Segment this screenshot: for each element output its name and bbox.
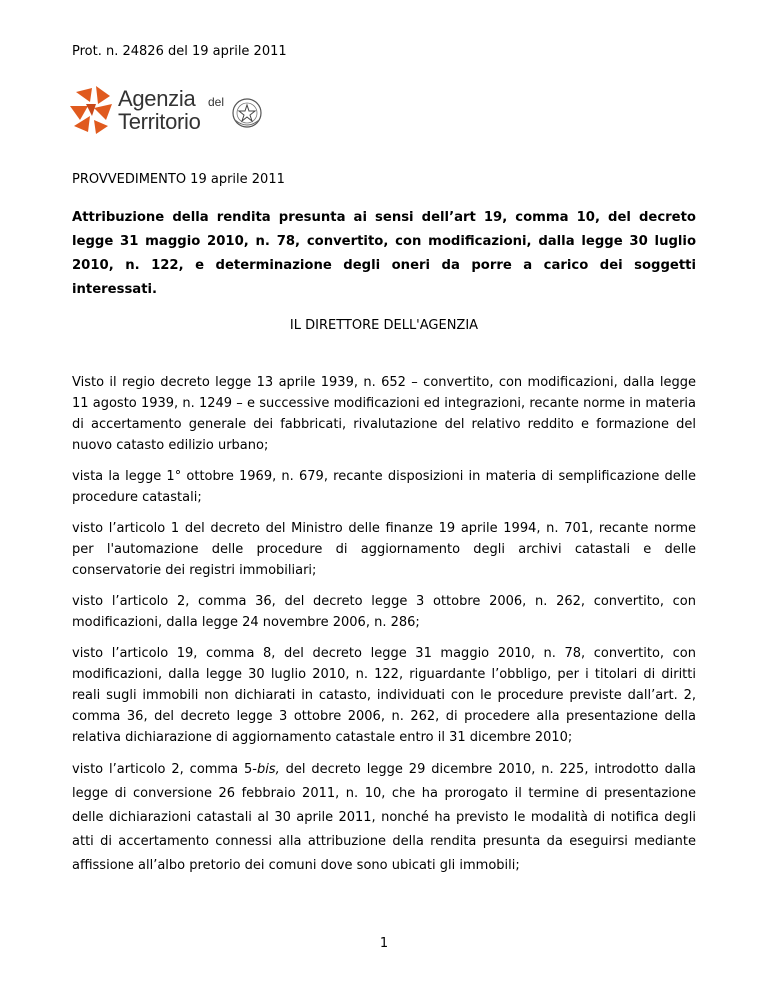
- document-title: Attribuzione della rendita presunta ai sensi dell’art 19, comma 10, del decreto legge 31 maggio 2010, n. 78, convertito, con modificazioni, dalla legge 30 luglio 2010, n. 122, e determinazione degli oneri da porre a carico dei soggetti interessati.: [72, 210, 696, 297]
- provvedimento-heading: PROVVEDIMENTO 19 aprile 2011: [72, 172, 285, 187]
- logo-text-agenzia: Agenzia: [118, 86, 196, 111]
- paragraph-1: Visto il regio decreto legge 13 aprile 1939, n. 652 – convertito, con modificazioni, dalla legge 11 agosto 1939, n. 1249 – e successive modificazioni ed integrazioni, recante norme in materia di accertamento generale dei fabbricati, rivalutazione del relativo reddito e formazione del nuovo catasto edilizio urbano;: [72, 375, 696, 453]
- paragraph-3: visto l’articolo 1 del decreto del Ministro delle finanze 19 aprile 1994, n. 701, recante norme per l'automazione delle procedure di aggiornamento degli archivi catastali e delle conservatorie dei registri immobiliari;: [72, 521, 696, 578]
- document-body: [72, 372, 696, 888]
- paragraph-2: vista la legge 1° ottobre 1969, n. 679, recante disposizioni in materia di semplificazione delle procedure catastali;: [72, 469, 696, 505]
- logo-text-del: del: [208, 95, 225, 109]
- paragraph-6: [72, 758, 696, 878]
- paragraph-5: visto l’articolo 19, comma 8, del decreto legge 31 maggio 2010, n. 78, convertito, con modificazioni, dalla legge 30 luglio 2010, n. 122, riguardante l’obbligo, per i titolari di diritti reali sugli immobili non dichiarati in catasto, individuati con le procedure previste dall’art. 2, comma 36, del decreto legge 3 ottobre 2006, n. 262, di procedere alla presentazione della relativa dichiarazione di aggiornamento catastale entro il 31 dicembre 2010;: [72, 646, 696, 745]
- direttore-heading: IL DIRETTORE DELL'AGENZIA: [289, 318, 479, 333]
- paragraph-6-part-2: del decreto legge 29 dicembre 2010, n. 225, introdotto dalla legge di conversione 26 febbraio 2011, n. 10, che ha prorogato il termine di presentazione delle dichiarazioni catastali al 30 aprile 2011, nonché ha previsto le modalità di notifica degli atti di accertamento connessi alla attribuzione della rendita presunta da eseguirsi mediante affissione all’albo pretorio dei comuni dove sono ubicati gli immobili;: [72, 762, 696, 873]
- page-number: 1: [379, 936, 389, 951]
- italian-republic-emblem-icon: [230, 96, 264, 130]
- protocol-number: Prot. n. 24826 del 19 aprile 2011: [72, 44, 287, 59]
- logo-text-territorio: Territorio: [118, 109, 201, 134]
- paragraph-6-part-1: visto l’articolo 2, comma 5-: [72, 762, 257, 777]
- paragraph-6-italic: bis,: [256, 762, 280, 777]
- logo-star-icon: [70, 86, 116, 134]
- paragraph-4: visto l’articolo 2, comma 36, del decreto legge 3 ottobre 2006, n. 262, convertito, con modificazioni, dalla legge 24 novembre 2006, n. 286;: [72, 594, 696, 630]
